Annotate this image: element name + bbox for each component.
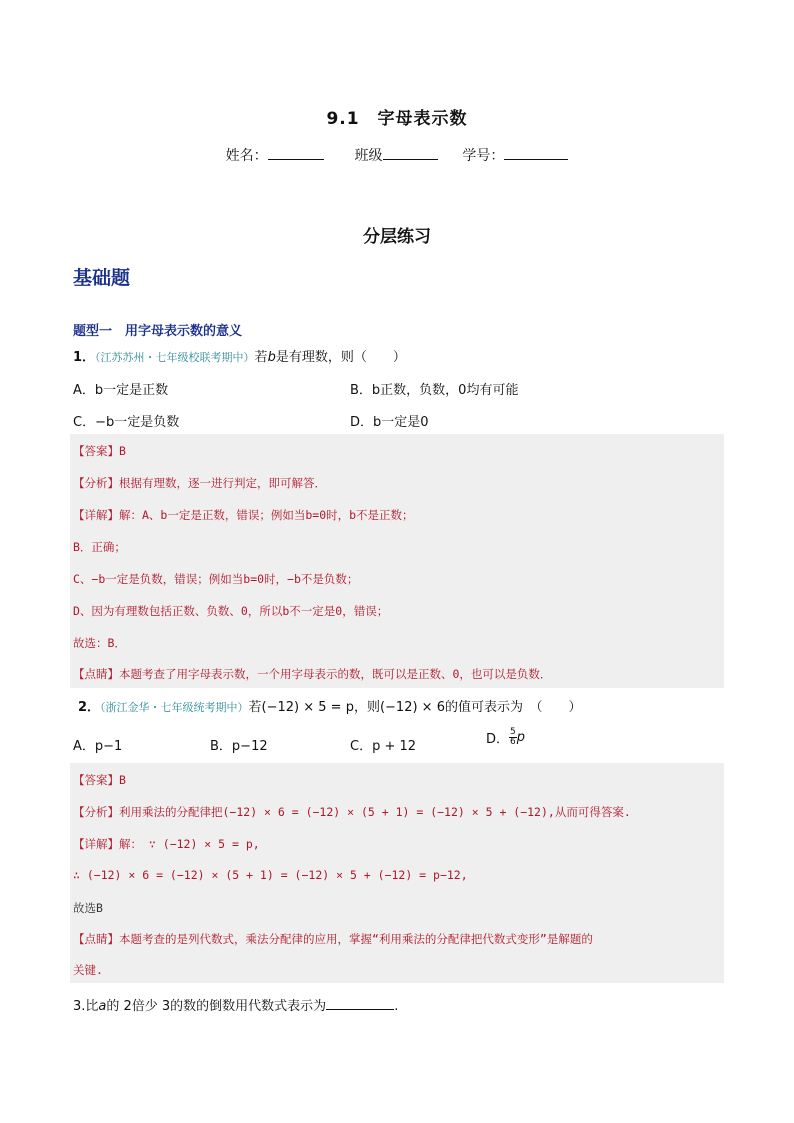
q3-var: a bbox=[98, 999, 107, 1014]
question-type-heading: 题型一 用字母表示数的意义 bbox=[73, 324, 243, 339]
q2-option-b: B．p−12 bbox=[210, 739, 268, 754]
q1-detail-3: C、−b一定是负数，错误；例如当b=0时，−b不是负数； bbox=[73, 572, 359, 586]
name-blank[interactable] bbox=[268, 145, 324, 160]
q2-text: 若(−12) × 5 = p，则(−12) × 6的值可表示为 （ ） bbox=[248, 700, 582, 715]
q2-comment-2: 关键. bbox=[73, 963, 103, 977]
q1-option-d: D．b一定是0 bbox=[350, 415, 429, 430]
q2-option-d-var: p bbox=[516, 730, 526, 745]
q2-option-d-label: D． bbox=[486, 732, 510, 747]
q1-text-pre: 若 bbox=[254, 350, 268, 365]
q3-text-pre: 3.比 bbox=[73, 999, 99, 1014]
q3-answer-blank[interactable] bbox=[326, 995, 394, 1010]
q2-source: （浙江金华・七年级统考期中） bbox=[100, 701, 249, 714]
q1-detail-2: B．正确； bbox=[73, 540, 126, 554]
q2-option-d bbox=[486, 728, 525, 747]
q2-option-d-fraction bbox=[509, 728, 517, 747]
q2-detail-1: 【详解】解： ∵ (−12) × 5 = p, bbox=[73, 837, 260, 851]
q1-number: 1． bbox=[73, 350, 96, 365]
q2-analysis: 【分析】利用乘法的分配律把(−12) × 6 = (−12) × (5 + 1) = (−12) × 5 + (−12),从而可得答案. bbox=[73, 805, 631, 819]
q1-answer: 【答案】B bbox=[73, 444, 126, 458]
question-2 bbox=[78, 696, 581, 715]
q3-text-post: 的 2倍少 3的数的倒数用代数式表示为 bbox=[106, 999, 327, 1014]
page-title: 9.1 字母表示数 bbox=[326, 109, 468, 129]
q1-option-b: B．b正数，负数，0均有可能 bbox=[350, 383, 519, 398]
q2-choose: 故选B bbox=[73, 901, 103, 915]
q2-option-a: A．p−1 bbox=[73, 739, 123, 754]
q1-detail-1: 【详解】解：A、b一定是正数，错误；例如当b=0时，b不是正数； bbox=[73, 508, 414, 522]
q1-source: （江苏苏州・七年级校联考期中） bbox=[95, 351, 255, 364]
question-3 bbox=[73, 995, 398, 1014]
q2-fraction-numerator: 5 bbox=[510, 727, 516, 737]
q1-var: b bbox=[267, 350, 276, 365]
section-title: 分层练习 bbox=[363, 227, 431, 247]
q1-detail-4: D、因为有理数包括正数、负数、0，所以b不一定是0，错误； bbox=[73, 604, 389, 618]
q2-option-c: C．p + 12 bbox=[350, 739, 417, 754]
q2-comment-1: 【点睛】本题考查的是列代数式，乘法分配律的应用，掌握“利用乘法的分配律把代数式变形”是解题的 bbox=[73, 932, 593, 946]
question-1 bbox=[73, 346, 406, 365]
q2-number: 2． bbox=[78, 700, 101, 715]
class-label: 班级 bbox=[354, 148, 383, 164]
student-info-line bbox=[0, 145, 794, 165]
q1-comment: 【点睛】本题考查了用字母表示数，一个用字母表示的数，既可以是正数、0，也可以是负数． bbox=[73, 667, 552, 681]
class-blank[interactable] bbox=[383, 145, 438, 160]
id-label: 学号： bbox=[462, 148, 505, 164]
q1-option-c: C．−b一定是负数 bbox=[73, 415, 180, 430]
q2-answer: 【答案】B bbox=[73, 773, 126, 787]
q3-end: . bbox=[394, 999, 399, 1014]
q1-option-a: A．b一定是正数 bbox=[73, 383, 169, 398]
q2-detail-2: ∴ (−12) × 6 = (−12) × (5 + 1) = (−12) × 5 + (−12) = p−12, bbox=[73, 868, 468, 882]
id-blank[interactable] bbox=[504, 145, 568, 160]
q2-fraction-denominator: 6 bbox=[510, 737, 516, 747]
q1-text-post: 是有理数，则（ ） bbox=[275, 350, 406, 365]
q1-choose: 故选：B． bbox=[73, 636, 126, 650]
q1-answer-box bbox=[70, 434, 724, 688]
q1-analysis: 【分析】根据有理数，逐一进行判定，即可解答． bbox=[73, 476, 326, 490]
level-heading: 基础题 bbox=[73, 267, 131, 289]
name-label: 姓名： bbox=[225, 148, 268, 164]
